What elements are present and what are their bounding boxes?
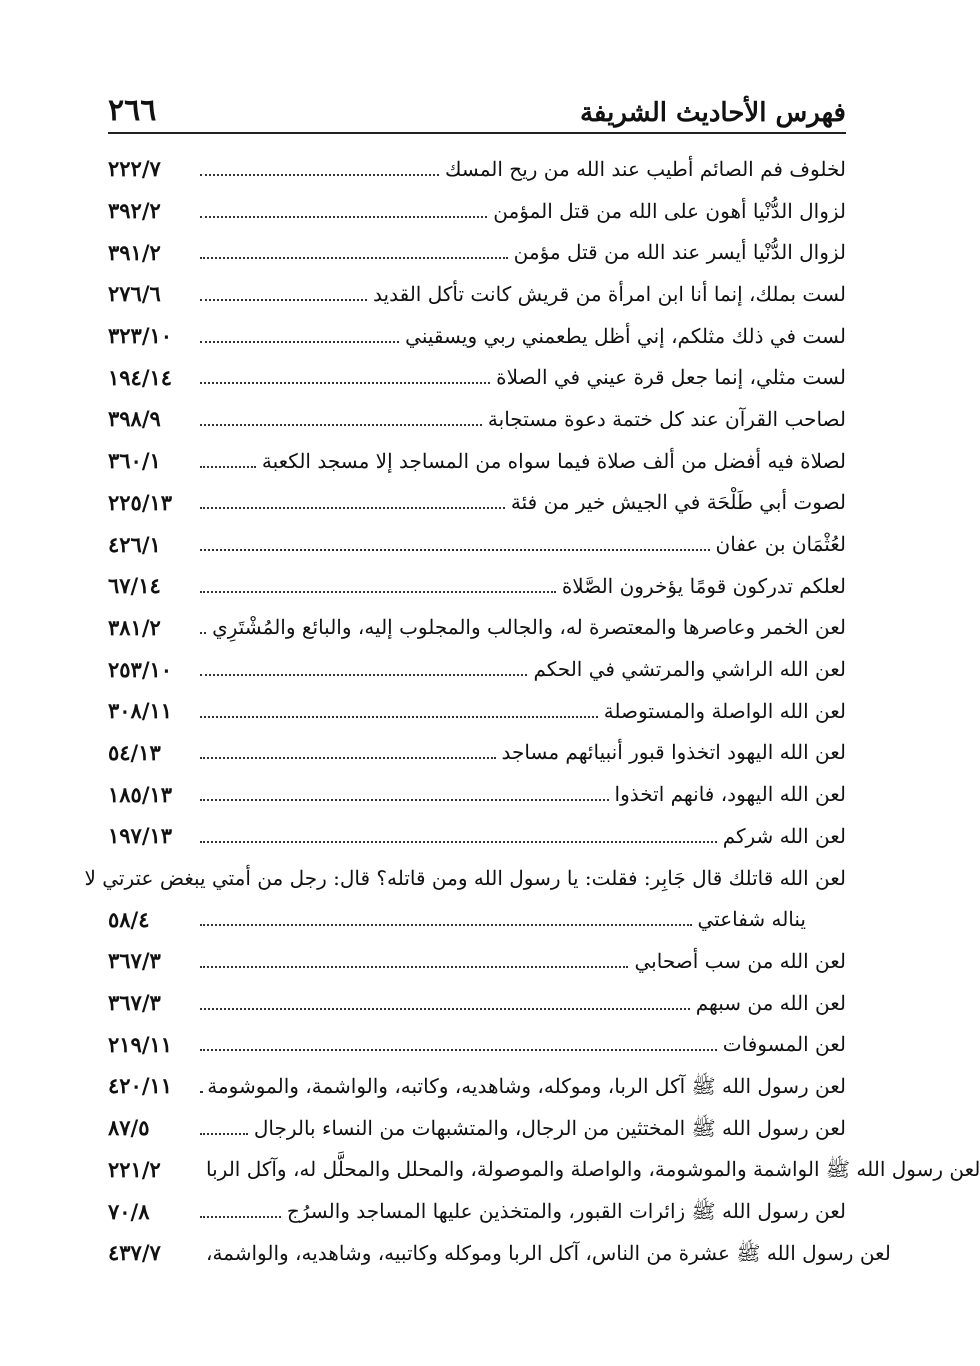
index-entry: [108, 982, 846, 1024]
index-entry-continuation: [108, 898, 846, 940]
index-entry: [108, 1190, 846, 1232]
entry-text: لعن الله الواصلة والمستوصلة: [603, 698, 846, 723]
entry-text: لست في ذلك مثلكم، إني أظل يطعمني ربي ويسقيني: [405, 323, 846, 348]
leader-dots: [200, 1008, 690, 1010]
entry-reference: ٤٣٧/٧: [108, 1240, 161, 1266]
leader-dots: [200, 1216, 281, 1218]
entry-text: لعُثْمَان بن عفان: [715, 532, 846, 557]
index-entry: [108, 315, 846, 357]
index-entry: [108, 148, 846, 190]
leader-dots: [200, 841, 717, 843]
entry-text: لزوال الدُّنْيا أيسر عند الله من قتل مؤمن: [513, 240, 846, 265]
leader-dots: [200, 1091, 201, 1093]
index-entry: [108, 1065, 846, 1107]
entry-reference: ٣٠٨/١١: [108, 698, 173, 724]
index-entry: [108, 773, 846, 815]
entry-reference: ١٩٤/١٤: [108, 364, 173, 390]
entry-text: لعن رسول الله ﷺ عشرة من الناس، آكل الربا وموكله وكاتبيه، وشاهديه، والواشمة،: [206, 1240, 891, 1265]
entry-text: لخلوف فم الصائم أطيب عند الله من ريح المسك: [445, 156, 846, 181]
entry-reference: ٣٩٨/٩: [108, 406, 161, 432]
index-entry: [108, 398, 846, 440]
entry-reference: ٢٢٥/١٣: [108, 489, 173, 515]
index-entry: [108, 1232, 891, 1274]
entry-reference: ٣٩٢/٢: [108, 198, 161, 224]
index-entry: [108, 190, 846, 232]
entry-text: لعن الله الراشي والمرتشي في الحكم: [533, 657, 846, 682]
entry-text: لعن الله من سب أصحابي: [634, 948, 846, 973]
index-entry: [108, 440, 846, 482]
entry-text: لعن المسوفات: [722, 1032, 846, 1057]
entry-reference: ٣٢٣/١٠: [108, 323, 173, 349]
entry-text: لعن رسول الله ﷺ زائرات القبور، والمتخذين عليها المساجد والسرُج: [286, 1199, 846, 1224]
entry-reference: ٤٢٦/١: [108, 531, 161, 557]
entry-reference: ١٨٥/١٣: [108, 781, 173, 807]
leader-dots: [200, 549, 710, 551]
entry-text: لعن رسول الله ﷺ الواشمة والموشومة، والواصلة والموصولة، والمحلل والمحلَّل له، وآكل الربا: [206, 1157, 980, 1182]
entry-text: يناله شفاعتي: [697, 907, 806, 932]
entry-reference: ٣٨١/٢: [108, 614, 161, 640]
entry-reference: ٢٥٣/١٠: [108, 656, 173, 682]
hadith-index-list: [84, 148, 980, 1274]
entry-text: لست مثلي، إنما جعل قرة عيني في الصلاة: [496, 365, 846, 390]
index-entry: [108, 565, 846, 607]
entry-reference: ٥٨/٤: [108, 906, 150, 932]
entry-text: لصوت أبي طَلْحَة في الجيش خير من فئة: [510, 490, 846, 515]
index-entry: [108, 1107, 846, 1149]
index-entry: [108, 273, 846, 315]
entry-reference: ٢٢١/٢: [108, 1156, 161, 1182]
entry-reference: ٦٧/١٤: [108, 573, 161, 599]
entry-reference: ٤٢٠/١١: [108, 1073, 173, 1099]
entry-text: لعن الله شركم: [722, 823, 846, 848]
leader-dots: [200, 466, 256, 468]
entry-reference: ١٩٧/١٣: [108, 823, 173, 849]
entry-reference: ٣٩١/٢: [108, 239, 161, 265]
entry-text: لعلكم تدركون قومًا يؤخرون الصَّلاة: [561, 573, 846, 598]
index-entry: [108, 356, 846, 398]
leader-dots: [200, 716, 598, 718]
leader-dots: [200, 382, 490, 384]
entry-text: لعن الله قاتلك قال جَابِر: فقلت: يا رسول الله ومن قاتله؟ قال: رجل من أمتي يبغض عترتي لا: [84, 865, 846, 890]
entry-reference: ٥٤/١٣: [108, 739, 161, 765]
leader-dots: [200, 674, 527, 676]
leader-dots: [200, 299, 367, 301]
index-entry-multiline: [84, 857, 846, 899]
entry-reference: ٢٢٢/٧: [108, 156, 161, 182]
index-entry: [108, 690, 846, 732]
header-divider: [108, 132, 846, 134]
entry-text: لعن الخمر وعاصرها والمعتصرة له، والجالب والمجلوب إليه، والبائع والمُشْتَرِي: [212, 615, 846, 640]
entry-text: لصلاة فيه أفضل من ألف صلاة فيما سواه من المساجد إلا مسجد الكعبة: [261, 448, 846, 473]
entry-text: لعن الله اليهود اتخذوا قبور أنبيائهم مساجد: [501, 740, 846, 765]
entry-reference: ٣٦٠/١: [108, 448, 161, 474]
entry-reference: ٢٧٦/٦: [108, 281, 161, 307]
index-entry: [108, 482, 846, 524]
leader-dots: [200, 1049, 717, 1051]
leader-dots: [200, 424, 482, 426]
page-number: ٢٦٦: [108, 93, 157, 128]
index-entry: [108, 648, 846, 690]
leader-dots: [200, 216, 487, 218]
leader-dots: [200, 924, 692, 926]
entry-reference: ٣٦٧/٣: [108, 990, 161, 1016]
leader-dots: [200, 341, 399, 343]
page-header: [108, 72, 846, 128]
entry-reference: ٣٦٧/٣: [108, 948, 161, 974]
leader-dots: [200, 591, 556, 593]
index-entry: [108, 1023, 846, 1065]
index-entry: [108, 1149, 980, 1191]
entry-text: لزوال الدُّنْيا أهون على الله من قتل المؤمن: [493, 198, 846, 223]
leader-dots: [200, 174, 439, 176]
index-entry: [108, 231, 846, 273]
index-page: [84, 72, 980, 1274]
entry-text: لست بملك، إنما أنا ابن امرأة من قريش كانت تأكل القديد: [373, 281, 846, 306]
entry-text: لعن الله اليهود، فانهم اتخذوا: [614, 782, 846, 807]
index-entry: [108, 732, 846, 774]
page-title: فهرس الأحاديث الشريفة: [579, 98, 846, 128]
entry-text: لعن الله من سبهم: [695, 990, 846, 1015]
leader-dots: [200, 257, 508, 259]
entry-text: لصاحب القرآن عند كل ختمة دعوة مستجابة: [487, 406, 846, 431]
leader-dots: [200, 632, 206, 634]
index-entry: [108, 607, 846, 649]
entry-reference: ٨٧/٥: [108, 1115, 150, 1141]
entry-reference: ٧٠/٨: [108, 1198, 150, 1224]
leader-dots: [200, 799, 609, 801]
index-entry: [108, 815, 846, 857]
index-entry: [108, 940, 846, 982]
leader-dots: [200, 757, 496, 759]
index-entry: [108, 523, 846, 565]
entry-reference: ٢١٩/١١: [108, 1031, 173, 1057]
leader-dots: [200, 966, 628, 968]
leader-dots: [200, 1133, 248, 1135]
entry-text: لعن رسول الله ﷺ آكل الربا، وموكله، وشاهديه، وكاتبه، والواشمة، والموشومة: [207, 1073, 846, 1098]
entry-text: لعن رسول الله ﷺ المختثين من الرجال، والمتشبهات من النساء بالرجال: [253, 1115, 846, 1140]
leader-dots: [200, 507, 505, 509]
